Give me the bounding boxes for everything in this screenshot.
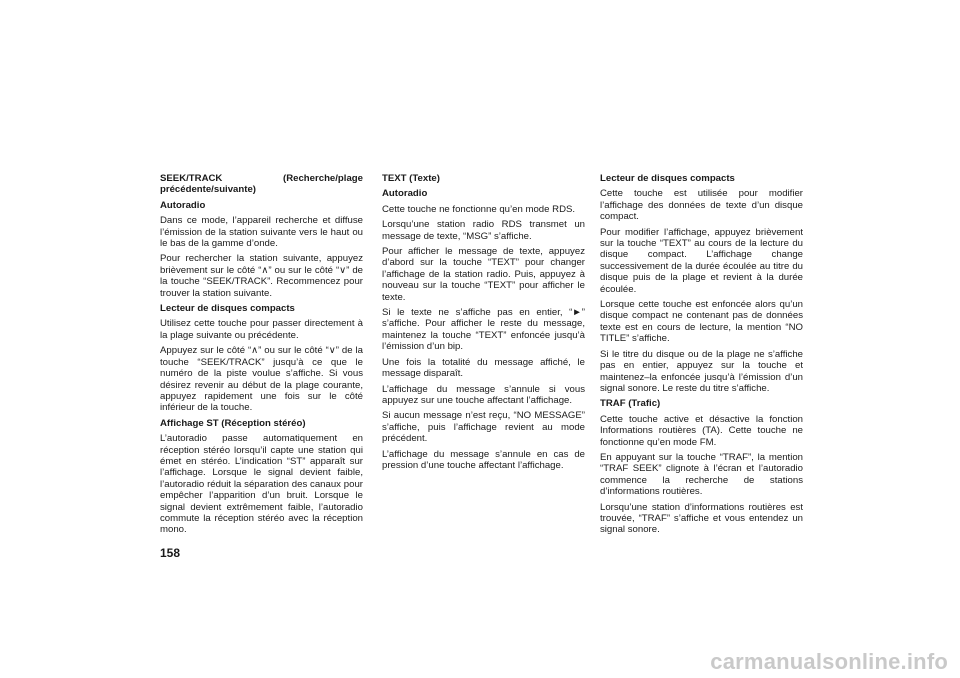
paragraph: Pour afficher le message de texte, appuyez d’abord sur la touche “TEXT” pour changer l’affichage de la station radio. Puis, appuyez à nouveau sur la touche “TEXT” pour afficher le texte.: [382, 246, 585, 303]
paragraph: En appuyant sur la touche “TRAF”, la mention “TRAF SEEK” clignote à l’écran et l’autoradio commence la recherche de stations d’informations routières.: [600, 451, 803, 498]
paragraph: Cette touche est utilisée pour modifier l’affichage des données de texte d’un disque compact.: [600, 188, 803, 223]
watermark: carmanualsonline.info: [710, 649, 948, 674]
subheading-autoradio: Autoradio: [382, 188, 428, 200]
paragraph: L’affichage du message s’annule si vous appuyez sur une touche affectant l’affichage.: [382, 383, 585, 406]
paragraph: Si le texte ne s’affiche pas en entier, “►” s’affiche. Pour afficher le reste du message, maintenez la touche “TEXT” enfoncée jusqu’à l’émission d’un bip.: [382, 307, 585, 353]
paragraph: Lorsqu’une station radio RDS transmet un message de texte, “MSG” s’affiche.: [382, 219, 585, 242]
paragraph: Une fois la totalité du message affiché, le message disparaît.: [382, 356, 585, 380]
paragraph: Dans ce mode, l’appareil recherche et diffuse l’émission de la station suivante vers le haut ou le bas de la gamme d’onde.: [160, 215, 363, 250]
paragraph: Pour modifier l’affichage, appuyez brièvement sur la touche “TEXT” au cours de la lecture du disque compact. L’affichage change successivement de la durée écoulée au titre du disque puis de la plage et revient à la durée écoulée.: [600, 226, 803, 295]
paragraph: Lorsque cette touche est enfoncée alors qu’un disque compact ne contenant pas de données texte est en cours de lecture, la mention “NO TITLE” s’affiche.: [600, 299, 803, 345]
paragraph: Si le titre du disque ou de la plage ne s’affiche pas en entier, appuyez sur la touche et maintenez–la enfoncée jusqu’à l’émission d’un signal sonore. Le reste du titre s’affiche.: [600, 348, 803, 394]
subheading-cd-player: Lecteur de disques compacts: [600, 173, 735, 184]
paragraph: L’affichage du message s’annule en cas de pression d’une touche affectant l’affichage.: [382, 448, 585, 471]
column-left: [160, 173, 363, 540]
column-middle: [382, 173, 585, 475]
section-heading-seek-track: SEEK/TRACK (Recherche/plage précédente/suivante): [160, 173, 363, 196]
paragraph: Cette touche ne fonctionne qu’en mode RDS.: [382, 203, 576, 215]
paragraph: Lorsqu’une station d’informations routières est trouvée, “TRAF” s’affiche et vous entendez un signal sonore.: [600, 501, 803, 536]
column-right: [600, 173, 803, 540]
section-heading-st-display: Affichage ST (Réception stéréo): [160, 417, 306, 429]
paragraph: L’autoradio passe automatiquement en réception stéréo lorsqu’il capte une station qui émet en stéréo. L’indication “ST” apparaît sur l’affichage. Lorsque le signal devient faible, l’autoradio réduit la séparation des canaux pour empêcher l’apparition d’un bruit. Lorsque le signal devient extrêmement faible, l’autoradio commute la réception stéréo avec la réception mono.: [160, 433, 363, 536]
paragraph: Utilisez cette touche pour passer directement à la plage suivante ou précédente.: [160, 318, 363, 341]
page-number: 158: [160, 546, 181, 560]
paragraph: Pour rechercher la station suivante, appuyez brièvement sur le côté “∧” ou sur le côté “∨” de la touche “SEEK/TRACK”. Recommencez pour trouver la station suivante.: [160, 253, 363, 299]
paragraph: Si aucun message n’est reçu, “NO MESSAGE” s’affiche, puis l’affichage revient au mode précédent.: [382, 410, 585, 445]
paragraph: Cette touche active et désactive la fonction Informations routières (TA). Cette touche ne fonctionne qu’en mode FM.: [600, 413, 803, 448]
paragraph: Appuyez sur le côté “∧” ou sur le côté “∨” de la touche “SEEK/TRACK” jusqu’à ce que le numéro de la piste voulue s’affiche. Si vous désirez revenir au début de la plage courante, appuyez rapidement une fois sur le côté inférieur de la touche.: [160, 345, 363, 414]
subheading-cd-player: Lecteur de disques compacts: [160, 303, 295, 315]
section-heading-traf: TRAF (Trafic): [600, 398, 661, 410]
section-heading-text: TEXT (Texte): [382, 173, 440, 184]
subheading-autoradio: Autoradio: [160, 199, 206, 211]
